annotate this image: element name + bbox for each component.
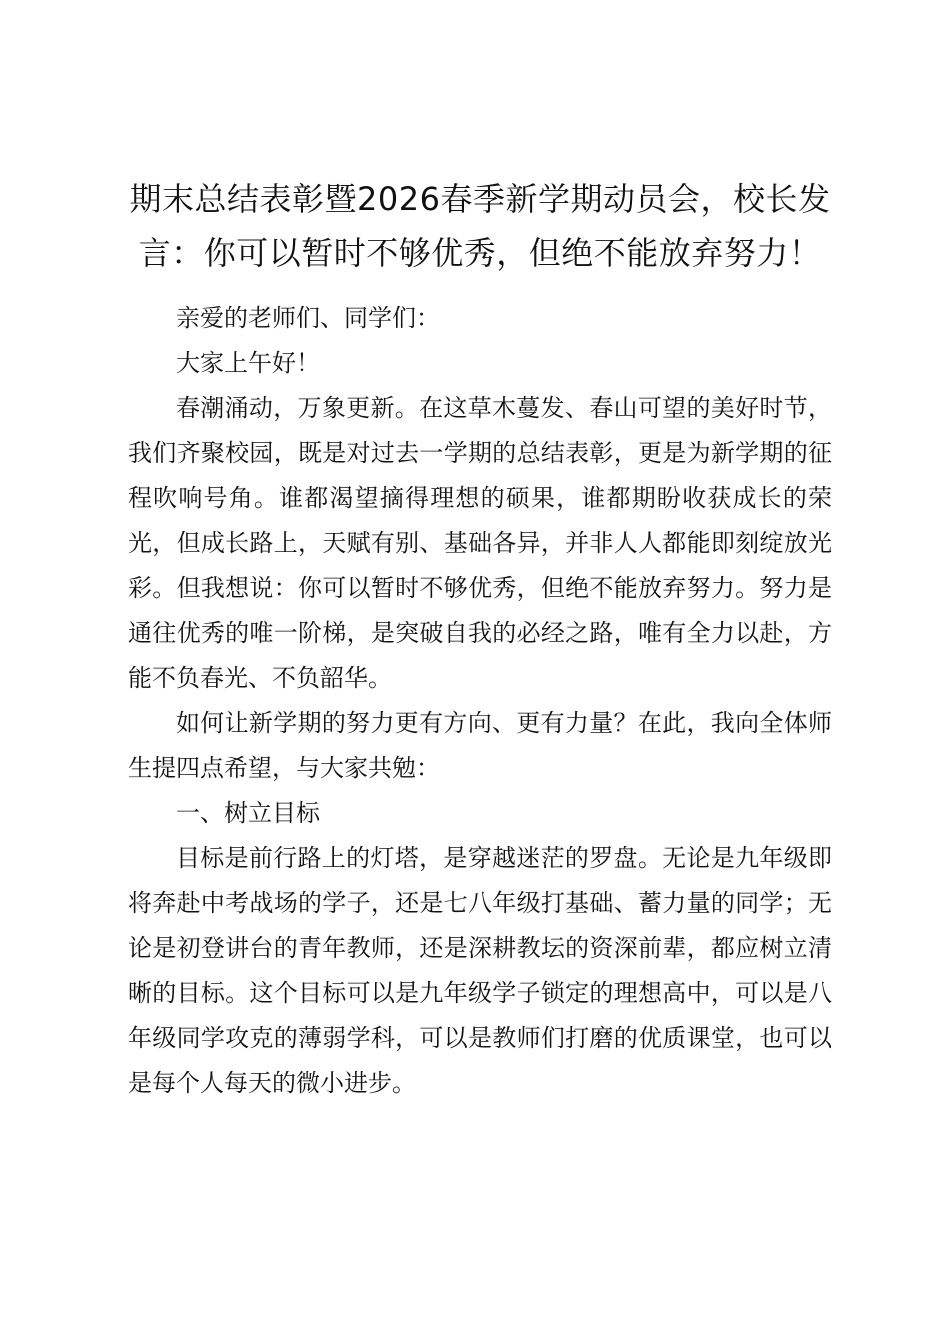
paragraph-goals: 目标是前行路上的灯塔，是穿越迷茫的罗盘。无论是九年级即将奔赴中考战场的学子，还是七八年级打基础、蓄力量的同学；无论是初登讲台的青年教师，还是深耕教坛的资深前辈，都应树立清晰的目标。这个目标可以是九年级学子锁定的理想高中，可以是八年级同学攻克的薄弱学科，可以是教师们打磨的优质课堂，也可以是每个人每天的微小进步。: [128, 844, 832, 1097]
paragraph-greeting: 大家上午好！: [176, 349, 320, 377]
document-title: 期末总结表彰暨2026春季新学期动员会，校长发言：你可以暂时不够优秀，但绝不能放弃努力！: [129, 180, 831, 272]
paragraph-transition: 如何让新学期的努力更有方向、更有力量？在此，我向全体师生提四点希望，与大家共勉：: [128, 709, 832, 782]
section-heading-set-goals: 一、树立目标: [176, 799, 320, 827]
paragraph-intro: 春潮涌动，万象更新。在这草木蔓发、春山可望的美好时节，我们齐聚校园，既是对过去一学期的总结表彰，更是为新学期的征程吹响号角。谁都渴望摘得理想的硕果，谁都期盼收获成长的荣光，但成长路上，天赋有别、基础各异，并非人人都能即刻绽放光彩。但我想说：你可以暂时不够优秀，但绝不能放弃努力。努力是通往优秀的唯一阶梯，是突破自我的必经之路，唯有全力以赴，方能不负春光、不负韶华。: [128, 394, 832, 692]
paragraph-salutation: 亲爱的老师们、同学们：: [176, 304, 440, 332]
document-page: [128, 172, 832, 1106]
